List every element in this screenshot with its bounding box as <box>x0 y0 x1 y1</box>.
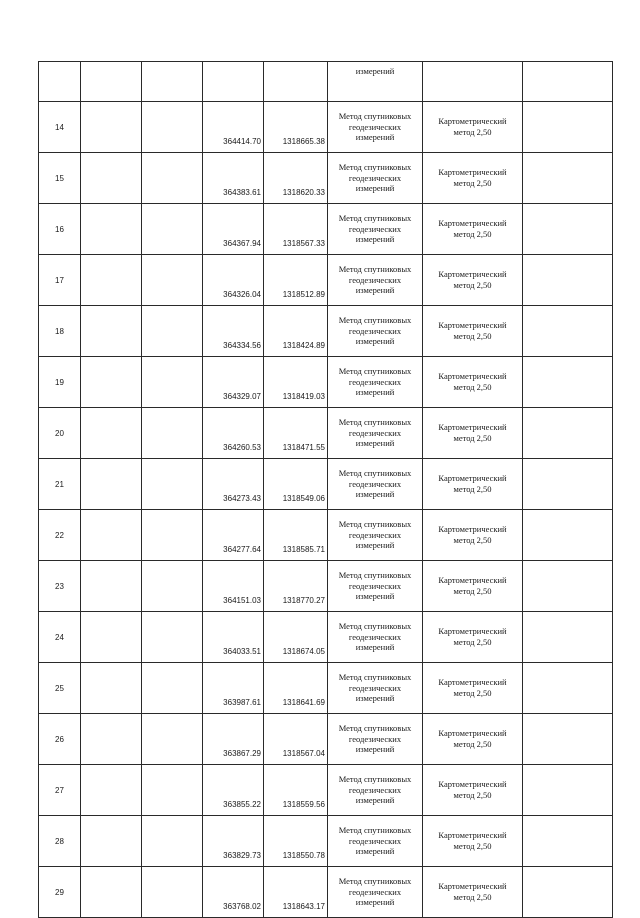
cell <box>81 816 142 867</box>
method-line: измерений <box>355 693 395 704</box>
accuracy-line: метод 2,50 <box>453 382 492 392</box>
point-number: 16 <box>39 204 81 255</box>
cell <box>81 663 142 714</box>
accuracy-cell <box>423 510 523 561</box>
point-number: 25 <box>39 663 81 714</box>
accuracy-cell <box>423 765 523 816</box>
cell <box>81 561 142 612</box>
table-row <box>39 102 613 153</box>
cell <box>523 153 613 204</box>
method-line: геодезических <box>348 529 402 540</box>
accuracy-cell <box>423 867 523 918</box>
method-line: геодезических <box>348 580 402 591</box>
cell <box>81 408 142 459</box>
method-line: геодезических <box>348 427 402 438</box>
cell <box>142 204 203 255</box>
cell <box>523 612 613 663</box>
method-cell <box>328 204 423 255</box>
method-line: Метод спутниковых <box>338 876 412 887</box>
accuracy-line: Картометрический <box>438 371 507 381</box>
method-line: геодезических <box>348 223 402 234</box>
coord-y: 1318424.89 <box>264 306 328 357</box>
coord-x: 364334.56 <box>203 306 264 357</box>
coord-x: 363768.02 <box>203 867 264 918</box>
method-line: Метод спутниковых <box>338 672 412 683</box>
accuracy-line: метод 2,50 <box>453 331 492 341</box>
accuracy-line: метод 2,50 <box>453 637 492 647</box>
method-line: Метод спутниковых <box>338 774 412 785</box>
method-line: измерений <box>355 285 395 296</box>
table-row <box>39 510 613 561</box>
cell <box>81 765 142 816</box>
accuracy-cell <box>423 255 523 306</box>
accuracy-cell <box>423 306 523 357</box>
method-cell <box>328 816 423 867</box>
method-line: измерений <box>355 591 395 602</box>
table-row <box>39 306 613 357</box>
method-line: Метод спутниковых <box>338 366 412 377</box>
method-line: Метод спутниковых <box>338 417 412 428</box>
coord-y: 1318620.33 <box>264 153 328 204</box>
accuracy-line: метод 2,50 <box>453 688 492 698</box>
method-line: геодезических <box>348 733 402 744</box>
table-row <box>39 663 613 714</box>
point-number: 26 <box>39 714 81 765</box>
method-cell <box>328 153 423 204</box>
accuracy-cell <box>423 408 523 459</box>
method-line: геодезических <box>348 376 402 387</box>
accuracy-line: метод 2,50 <box>453 484 492 494</box>
cell <box>81 459 142 510</box>
accuracy-line: Картометрический <box>438 422 507 432</box>
method-cell <box>328 714 423 765</box>
table-row <box>39 765 613 816</box>
method-line: Метод спутниковых <box>338 213 412 224</box>
cell <box>523 204 613 255</box>
coord-y: 1318567.04 <box>264 714 328 765</box>
coord-y: 1318550.78 <box>264 816 328 867</box>
coord-y: 1318471.55 <box>264 408 328 459</box>
cell <box>142 153 203 204</box>
table-row <box>39 357 613 408</box>
method-line: измерений <box>355 183 395 194</box>
coord-x: 364383.61 <box>203 153 264 204</box>
coord-y: 1318674.05 <box>264 612 328 663</box>
cell <box>142 357 203 408</box>
coord-x: 363867.29 <box>203 714 264 765</box>
method-line: измерений <box>355 387 395 398</box>
coord-y: 1318512.89 <box>264 255 328 306</box>
method-line: измерений <box>355 540 395 551</box>
coordinates-table-body <box>39 62 613 918</box>
cell <box>142 765 203 816</box>
table-row <box>39 255 613 306</box>
cell <box>523 102 613 153</box>
method-line: геодезических <box>348 325 402 336</box>
accuracy-cell <box>423 204 523 255</box>
cell <box>39 62 81 102</box>
continuation-row <box>39 62 613 102</box>
accuracy-cell <box>423 357 523 408</box>
cell <box>523 306 613 357</box>
method-line: измерений <box>355 132 395 143</box>
accuracy-line: метод 2,50 <box>453 790 492 800</box>
cell <box>523 867 613 918</box>
accuracy-cell <box>423 612 523 663</box>
method-line: Метод спутниковых <box>338 315 412 326</box>
coord-y: 1318641.69 <box>264 663 328 714</box>
cell <box>142 255 203 306</box>
point-number: 18 <box>39 306 81 357</box>
coord-x: 364260.53 <box>203 408 264 459</box>
accuracy-line: Картометрический <box>438 524 507 534</box>
method-cell <box>328 408 423 459</box>
cell <box>142 714 203 765</box>
cell <box>142 816 203 867</box>
accuracy-line: Картометрический <box>438 116 507 126</box>
method-line: геодезических <box>348 172 402 183</box>
coord-x: 364277.64 <box>203 510 264 561</box>
method-line: Метод спутниковых <box>338 825 412 836</box>
method-cell <box>328 357 423 408</box>
method-line: геодезических <box>348 274 402 285</box>
coord-x: 364033.51 <box>203 612 264 663</box>
accuracy-line: Картометрический <box>438 677 507 687</box>
accuracy-line: метод 2,50 <box>453 127 492 137</box>
coord-x: 363829.73 <box>203 816 264 867</box>
coord-y: 1318549.06 <box>264 459 328 510</box>
point-number: 22 <box>39 510 81 561</box>
cell <box>142 306 203 357</box>
cell <box>523 255 613 306</box>
point-number: 17 <box>39 255 81 306</box>
cell <box>523 510 613 561</box>
cell <box>523 357 613 408</box>
method-cell <box>328 255 423 306</box>
accuracy-cell <box>423 153 523 204</box>
accuracy-line: метод 2,50 <box>453 739 492 749</box>
accuracy-line: Картометрический <box>438 779 507 789</box>
method-line: измерений <box>355 846 395 857</box>
cell <box>523 714 613 765</box>
method-line: измерений <box>355 234 395 245</box>
point-number: 15 <box>39 153 81 204</box>
cell <box>81 255 142 306</box>
method-line: измерений <box>355 489 395 500</box>
point-number: 28 <box>39 816 81 867</box>
coordinates-table <box>38 61 613 918</box>
method-cell <box>328 306 423 357</box>
method-line: геодезических <box>348 835 402 846</box>
accuracy-line: метод 2,50 <box>453 229 492 239</box>
method-cell <box>328 612 423 663</box>
cell <box>264 62 328 102</box>
accuracy-cell <box>423 459 523 510</box>
cell <box>81 102 142 153</box>
cell <box>142 510 203 561</box>
method-cell: измерений <box>328 62 423 102</box>
table-row <box>39 612 613 663</box>
method-line: Метод спутниковых <box>338 468 412 479</box>
method-line: измерений <box>355 642 395 653</box>
method-line: измерений <box>355 897 395 908</box>
cell <box>81 357 142 408</box>
cell <box>142 459 203 510</box>
cell <box>81 204 142 255</box>
method-line: геодезических <box>348 121 402 132</box>
coord-x: 364367.94 <box>203 204 264 255</box>
cell <box>423 62 523 102</box>
cell <box>142 408 203 459</box>
coord-y: 1318559.56 <box>264 765 328 816</box>
cell <box>81 612 142 663</box>
table-row <box>39 867 613 918</box>
method-line: Метод спутниковых <box>338 570 412 581</box>
cell <box>523 408 613 459</box>
point-number: 23 <box>39 561 81 612</box>
method-line: Метод спутниковых <box>338 162 412 173</box>
method-line: геодезических <box>348 784 402 795</box>
accuracy-line: метод 2,50 <box>453 433 492 443</box>
cell <box>81 510 142 561</box>
method-cell <box>328 867 423 918</box>
accuracy-line: Картометрический <box>438 830 507 840</box>
point-number: 20 <box>39 408 81 459</box>
point-number: 24 <box>39 612 81 663</box>
method-line: Метод спутниковых <box>338 111 412 122</box>
coord-x: 364414.70 <box>203 102 264 153</box>
cell <box>523 816 613 867</box>
method-cell <box>328 459 423 510</box>
accuracy-cell <box>423 102 523 153</box>
accuracy-line: Картометрический <box>438 218 507 228</box>
method-line: измерений <box>355 438 395 449</box>
cell <box>81 867 142 918</box>
table-row <box>39 561 613 612</box>
method-line: геодезических <box>348 886 402 897</box>
cell <box>81 714 142 765</box>
coord-x: 364326.04 <box>203 255 264 306</box>
coord-x: 364329.07 <box>203 357 264 408</box>
accuracy-line: метод 2,50 <box>453 841 492 851</box>
table-row <box>39 459 613 510</box>
cell <box>523 663 613 714</box>
cell <box>142 102 203 153</box>
cell <box>523 62 613 102</box>
method-cell <box>328 765 423 816</box>
method-cell <box>328 510 423 561</box>
accuracy-line: метод 2,50 <box>453 280 492 290</box>
method-line: Метод спутниковых <box>338 519 412 530</box>
point-number: 21 <box>39 459 81 510</box>
method-line: Метод спутниковых <box>338 264 412 275</box>
method-line: геодезических <box>348 631 402 642</box>
cell <box>142 62 203 102</box>
accuracy-line: Картометрический <box>438 167 507 177</box>
accuracy-cell <box>423 561 523 612</box>
method-line: геодезических <box>348 478 402 489</box>
method-line: измерений <box>355 795 395 806</box>
accuracy-line: Картометрический <box>438 473 507 483</box>
table-row <box>39 204 613 255</box>
accuracy-cell <box>423 714 523 765</box>
method-line: геодезических <box>348 682 402 693</box>
accuracy-line: Картометрический <box>438 269 507 279</box>
method-line: измерений <box>355 336 395 347</box>
table-row <box>39 153 613 204</box>
method-cell <box>328 561 423 612</box>
table-row <box>39 408 613 459</box>
coord-x: 363987.61 <box>203 663 264 714</box>
accuracy-line: метод 2,50 <box>453 178 492 188</box>
cell <box>142 663 203 714</box>
cell <box>523 561 613 612</box>
accuracy-cell <box>423 816 523 867</box>
coord-y: 1318643.17 <box>264 867 328 918</box>
point-number: 29 <box>39 867 81 918</box>
coord-y: 1318665.38 <box>264 102 328 153</box>
method-cell <box>328 102 423 153</box>
point-number: 19 <box>39 357 81 408</box>
coord-y: 1318770.27 <box>264 561 328 612</box>
accuracy-line: Картометрический <box>438 320 507 330</box>
method-line: Метод спутниковых <box>338 621 412 632</box>
cell <box>142 612 203 663</box>
coord-x: 364151.03 <box>203 561 264 612</box>
accuracy-line: Картометрический <box>438 881 507 891</box>
accuracy-cell <box>423 663 523 714</box>
method-line: Метод спутниковых <box>338 723 412 734</box>
accuracy-line: метод 2,50 <box>453 586 492 596</box>
accuracy-line: метод 2,50 <box>453 535 492 545</box>
accuracy-line: Картометрический <box>438 728 507 738</box>
accuracy-line: метод 2,50 <box>453 892 492 902</box>
method-cell <box>328 663 423 714</box>
coord-y: 1318419.03 <box>264 357 328 408</box>
point-number: 27 <box>39 765 81 816</box>
method-line: измерений <box>355 744 395 755</box>
cell <box>81 153 142 204</box>
coord-x: 364273.43 <box>203 459 264 510</box>
cell <box>81 306 142 357</box>
coord-x: 363855.22 <box>203 765 264 816</box>
accuracy-line: Картометрический <box>438 575 507 585</box>
coord-y: 1318567.33 <box>264 204 328 255</box>
table-row <box>39 714 613 765</box>
coord-y: 1318585.71 <box>264 510 328 561</box>
point-number: 14 <box>39 102 81 153</box>
accuracy-line: Картометрический <box>438 626 507 636</box>
cell <box>142 867 203 918</box>
cell <box>523 459 613 510</box>
cell <box>81 62 142 102</box>
cell <box>203 62 264 102</box>
cell <box>142 561 203 612</box>
cell <box>523 765 613 816</box>
table-row <box>39 816 613 867</box>
